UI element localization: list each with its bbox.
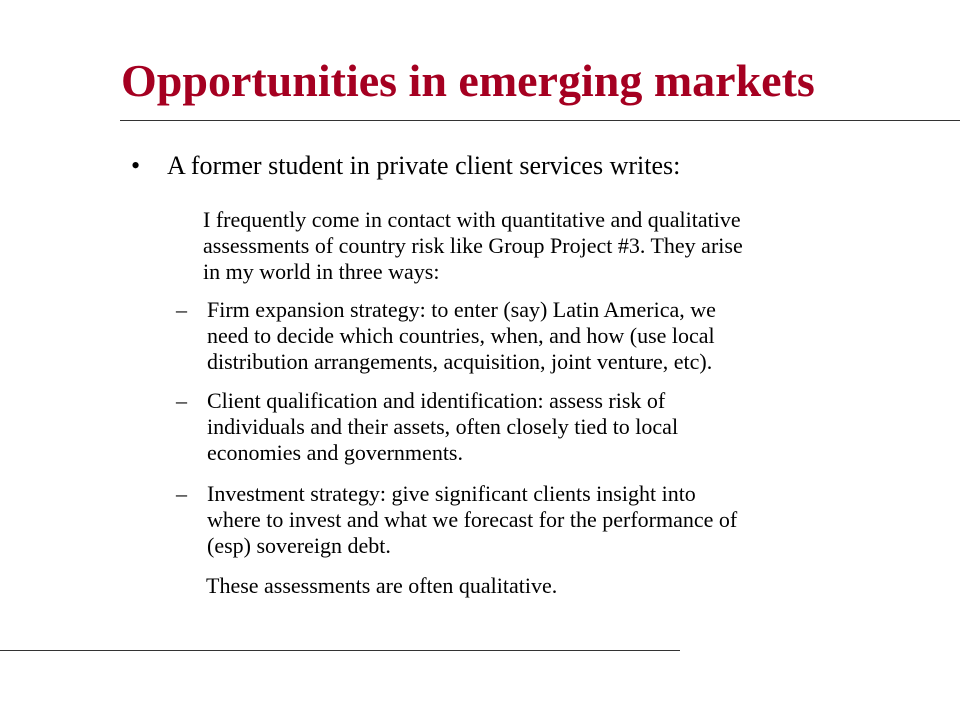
title-divider — [120, 120, 960, 121]
sub-item-investment-strategy — [176, 481, 876, 559]
footer-divider — [0, 650, 680, 651]
main-bullet — [131, 150, 680, 182]
dash-icon: – — [176, 481, 187, 506]
sub-item-text: Firm expansion strategy: to enter (say) Latin America, we need to decide which countries, when, and how (use local distribution arrangements, acquisition, joint venture, etc). — [207, 297, 716, 374]
dash-icon: – — [176, 297, 187, 322]
quote-intro: I frequently come in contact with quantitative and qualitative assessments of country risk like Group Project #3. They arise in my world in three ways: — [203, 207, 743, 284]
sub-item-text: Client qualification and identification: assess risk of individuals and their assets, often closely tied to local economies and governments. — [207, 388, 679, 465]
main-bullet-text: A former student in private client services writes: — [167, 151, 681, 180]
dash-icon: – — [176, 388, 187, 413]
sub-item-expansion-strategy — [176, 297, 876, 375]
bullet-icon: • — [131, 151, 141, 180]
sub-item-text: Investment strategy: give significant clients insight into where to invest and what we forecast for the performance of (esp) sovereign debt. — [207, 481, 738, 558]
closing-statement: These assessments are often qualitative. — [206, 573, 558, 598]
slide-title: Opportunities in emerging markets — [121, 55, 815, 106]
sub-item-client-qualification — [176, 388, 876, 466]
